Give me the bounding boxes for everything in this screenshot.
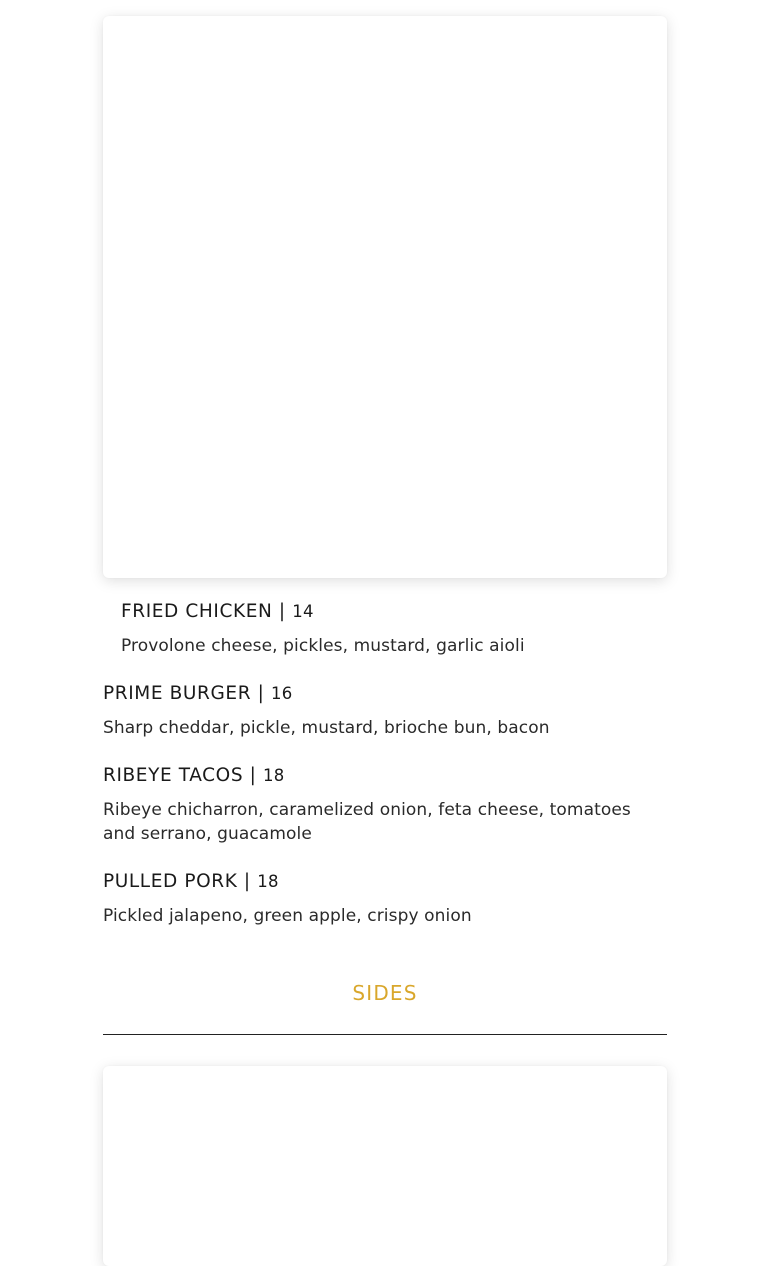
price-separator: | [237,871,258,892]
item-price: 18 [262,766,285,785]
item-name: PRIME BURGER [103,683,252,704]
price-separator: | [251,683,271,704]
menu-photo-card [103,16,667,578]
item-title [103,682,667,706]
item-name: PULLED PORK [103,871,238,892]
menu-item-pulled-pork [103,870,667,928]
item-name: FRIED CHICKEN [121,601,273,622]
item-title [103,870,667,894]
item-name: RIBEYE TACOS [103,765,244,786]
item-title [103,764,667,788]
section-divider [103,1034,667,1035]
menu-item-prime-burger [103,682,667,740]
item-price: 16 [270,684,293,703]
item-title [121,600,667,624]
item-description: Ribeye chicharron, caramelized onion, feta cheese, tomatoes and serrano, guacamole [103,800,631,844]
item-price: 18 [257,872,279,891]
item-description: Pickled jalapeno, green apple, crispy onion [103,906,472,926]
item-description: Provolone cheese, pickles, mustard, garlic aioli [121,636,525,656]
price-separator: | [272,601,293,622]
item-description: Sharp cheddar, pickle, mustard, brioche bun, bacon [103,718,550,738]
item-price: 14 [292,602,314,621]
price-separator: | [243,765,263,786]
menu-item-ribeye-tacos [103,764,667,846]
sides-photo-card [103,1066,667,1266]
section-title-sides: SIDES [352,981,418,1005]
menu-item-fried-chicken [121,600,667,658]
